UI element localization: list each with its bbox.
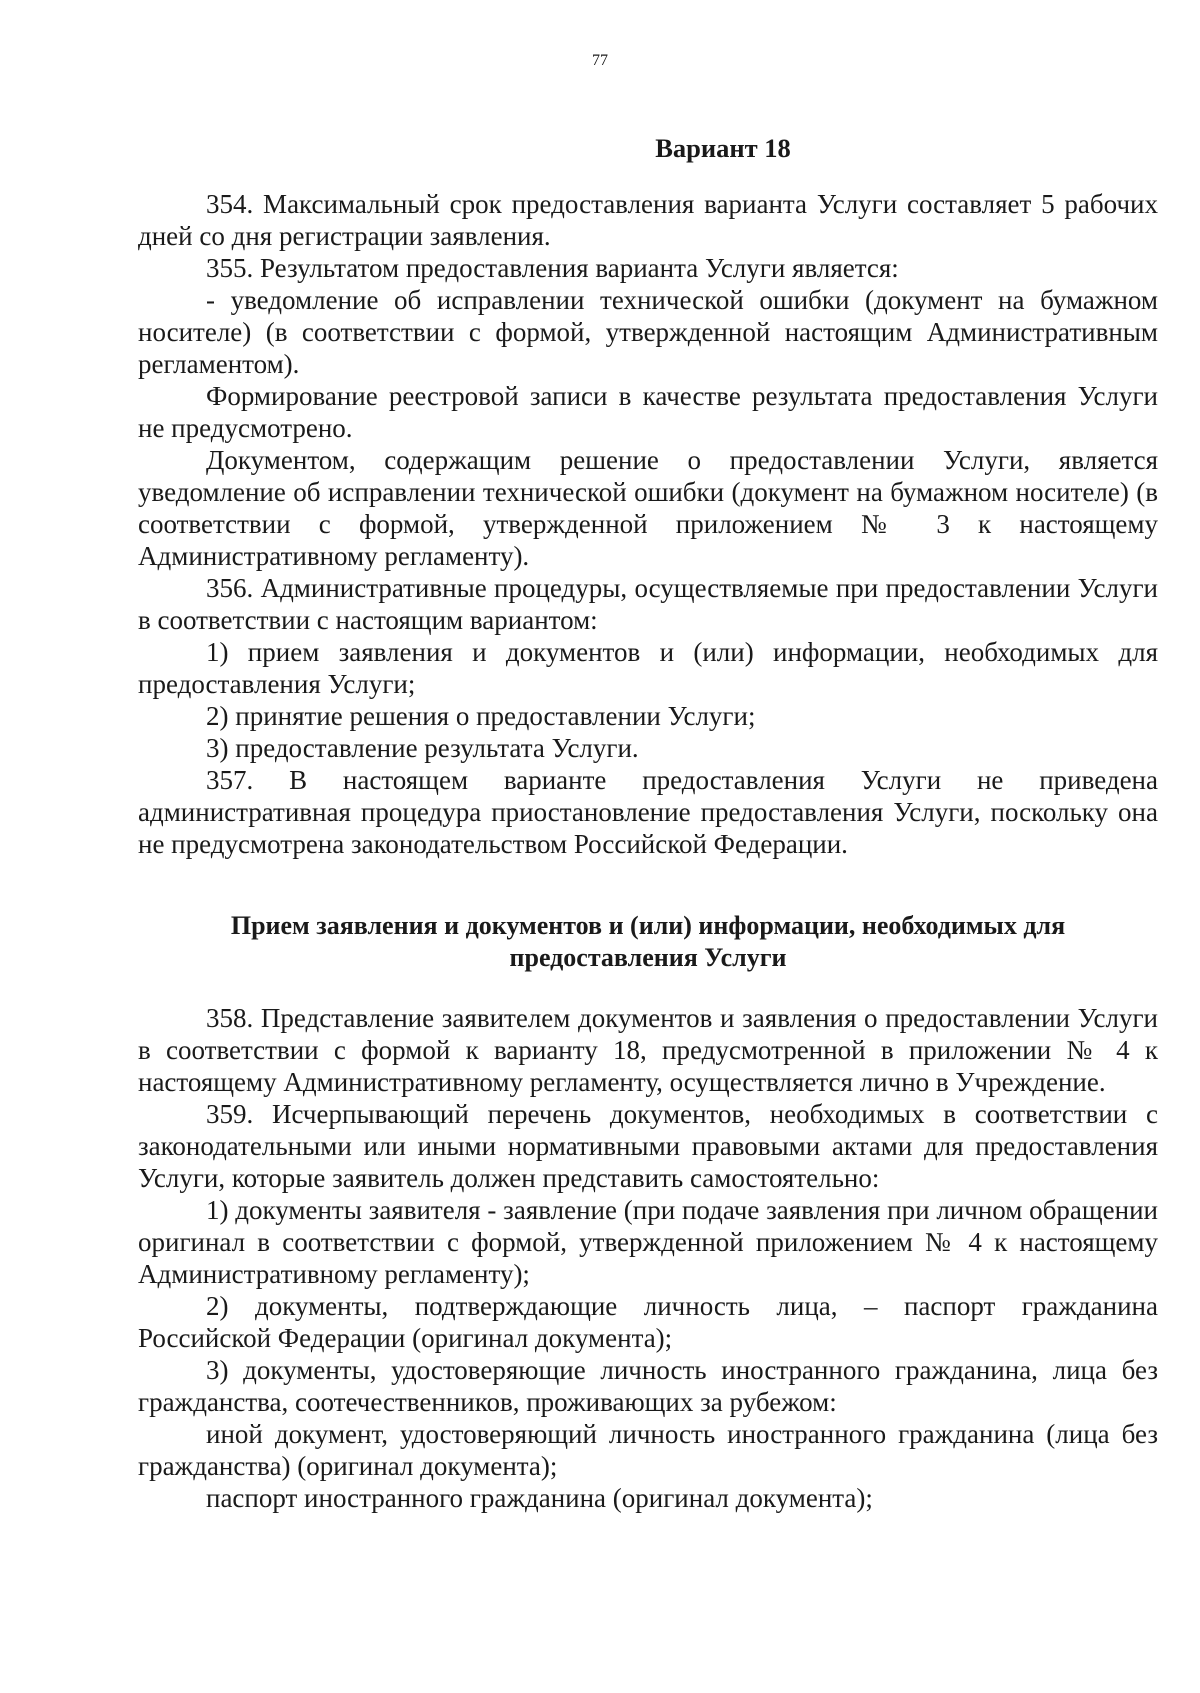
- paragraph-356-item-2: 2) принятие решения о предоставлении Услуги;: [206, 701, 756, 731]
- paragraph-registry-note: Формирование реестровой записи в качестве результата предоставления Услуги не предусмотрено.: [138, 381, 1158, 443]
- paragraph-355-item: - уведомление об исправлении технической ошибки (документ на бумажном носителе) (в соответствии с формой, утвержденной настоящим Административным регламентом).: [138, 285, 1158, 379]
- paragraph-decision-document: Документом, содержащим решение о предоставлении Услуги, является уведомление об исправлении технической ошибки (документ на бумажном носителе) (в соответствии с формой, утвержденной приложением № 3 к настоящему Административному регламенту).: [138, 445, 1158, 571]
- page-number: 77: [592, 52, 608, 69]
- paragraph-356-item-1: 1) прием заявления и документов и (или) информации, необходимых для предоставления Услуги;: [138, 637, 1158, 699]
- variant-title: Вариант 18: [655, 133, 791, 163]
- section-heading: Прием заявления и документов и (или) информации, необходимых для предоставления Услуги: [230, 911, 1066, 972]
- paragraph-355: 355. Результатом предоставления варианта Услуги является:: [206, 253, 899, 283]
- paragraph-359-item-2: 2) документы, подтверждающие личность лица, – паспорт гражданина Российской Федерации (оригинал документа);: [138, 1291, 1158, 1353]
- paragraph-359-item-3: 3) документы, удостоверяющие личность иностранного гражданина, лица без гражданства, соотечественников, проживающих за рубежом:: [138, 1355, 1158, 1417]
- variant-section: [138, 188, 1158, 860]
- paragraph-356: 356. Административные процедуры, осуществляемые при предоставлении Услуги в соответствии с настоящим вариантом:: [138, 573, 1158, 635]
- paragraph-354: 354. Максимальный срок предоставления варианта Услуги составляет 5 рабочих дней со дня регистрации заявления.: [138, 189, 1158, 251]
- paragraph-359-item-1: 1) документы заявителя - заявление (при подаче заявления при личном обращении оригинал в соответствии с формой, утвержденной приложением № 4 к настоящему Административному регламенту);: [138, 1195, 1158, 1289]
- paragraph-359-item-3-a: иной документ, удостоверяющий личность иностранного гражданина (лица без гражданства) (оригинал документа);: [138, 1419, 1158, 1481]
- paragraph-359-item-3-b: паспорт иностранного гражданина (оригинал документа);: [206, 1483, 873, 1513]
- paragraph-359: 359. Исчерпывающий перечень документов, необходимых в соответствии с законодательными или иными нормативными правовыми актами для предоставления Услуги, которые заявитель должен представить самостоятельно:: [138, 1099, 1158, 1193]
- document-body: [138, 132, 1158, 1514]
- paragraph-358: 358. Представление заявителем документов и заявления о предоставлении Услуги в соответствии с формой к варианту 18, предусмотренной в приложении № 4 к настоящему Административному регламенту, осуществляется лично в Учреждение.: [138, 1003, 1158, 1097]
- reception-section: [138, 1002, 1158, 1514]
- paragraph-357: 357. В настоящем варианте предоставления Услуги не приведена административная процедура приостановление предоставления Услуги, поскольку она не предусмотрена законодательством Российской Федерации.: [138, 765, 1158, 859]
- paragraph-356-item-3: 3) предоставление результата Услуги.: [206, 733, 639, 763]
